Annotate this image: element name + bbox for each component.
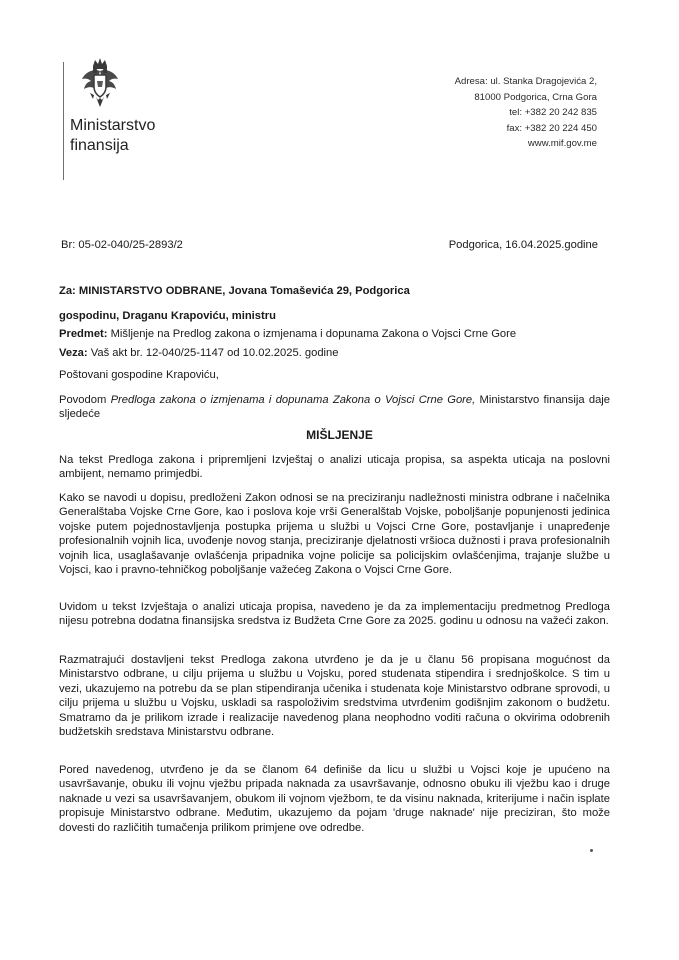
salutation: Poštovani gospodine Krapoviću, bbox=[59, 369, 219, 381]
document-number: Br: 05-02-040/25-2893/2 bbox=[61, 239, 183, 251]
ministry-name-line2: finansija bbox=[70, 137, 129, 154]
header-divider-line bbox=[63, 62, 64, 180]
address-street: Adresa: ul. Stanka Dragojevića 2, bbox=[454, 76, 597, 87]
address-phone: tel: +382 20 242 835 bbox=[509, 107, 597, 119]
reference-line bbox=[59, 346, 338, 361]
ministry-name-line1: Ministarstvo bbox=[70, 117, 156, 134]
address-block bbox=[455, 74, 597, 152]
intro-post: Ministarstvo finansija daje sljedeće bbox=[59, 394, 610, 421]
page-mark bbox=[590, 849, 593, 852]
subject-label: Predmet: bbox=[59, 328, 108, 340]
ministry-name bbox=[70, 116, 155, 156]
recipient-line: Za: MINISTARSTVO ODBRANE, Jovana Tomaševića 29, Podgorica bbox=[59, 285, 410, 297]
subject-text: Mišljenje na Predlog zakona o izmjenama i dopunama Zakona o Vojsci Crne Gore bbox=[107, 328, 517, 340]
address-city: 81000 Podgorica, Crna Gora bbox=[474, 91, 597, 103]
intro-paragraph bbox=[59, 393, 610, 422]
reference-label: Veza: bbox=[59, 347, 88, 359]
recipient-person-line: gospodinu, Draganu Krapoviću, ministru bbox=[59, 310, 276, 322]
opinion-heading: MIŠLJENJE bbox=[306, 428, 373, 442]
place-date: Podgorica, 16.04.2025.godine bbox=[448, 239, 598, 251]
body-paragraph: Uvidom u tekst Izvještaja o analizi uticaja propisa, navedeno je da za implementaciju predmetnog Predloga nijesu potrebna dodatna finansijska sredstva iz Budžeta Crne Gore za 2025. godinu u odnosu na važeći zakon. bbox=[59, 601, 610, 628]
coat-of-arms-icon bbox=[80, 57, 120, 111]
body-paragraph: Na tekst Predloga zakona i pripremljeni Izvještaj o analizi uticaja propisa, sa aspekta uticaja na poslovni ambijent, nemamo primjedbi. bbox=[59, 454, 610, 481]
intro-law-title: Predloga zakona o izmjenama i dopunama Zakona o Vojsci Crne Gore, bbox=[110, 394, 476, 406]
body-paragraph: Kako se navodi u dopisu, predloženi Zakon odnosi se na preciziranju nadležnosti ministra odbrane i načelnika Generalštaba Vojske Crne Gore, kao i poslova koje vrši Generalštab Vojske, poboljšanje popunjenosti jedinica vojske putem pojednostavljenja postupka prijema u službi u Vojsci Crne Gore, postavljanje i unapređenje profesionalnih vojnih lica, uvođenje novog stanja, preciziranje djelatnosti vršioca dužnosti i prava profesionalnih vojnih lica, usaglašavanje ovlašćenja pripadnika vojne policije sa policijskim ovlašćenjima, trajanje službe u Vojsci, kao i pravno-tehničkog poboljšanje važećeg Zakona o Vojsci Crne Gore. bbox=[59, 492, 610, 577]
subject-line bbox=[59, 327, 516, 342]
body-paragraph: Razmatrajući dostavljeni tekst Predloga zakona utvrđeno je da je u članu 56 propisana mogućnost da Ministarstvo odbrane, u cilju prijema u službu u Vojsku, pored studenata stipendira i srednjoškolce. S tim u vezi, ukazujemo na potrebu da se plan stipendiranja učenika i studenata koje Ministarstvo odbrane sprovodi, u cilju prijema u službu u Vojsku, uskladi sa raspoloživim sredstvima utvrđenim godišnjim zakonom o budžetu. Smatramo da je prilikom izrade i realizacije navedenog plana neophodno voditi računa o okvirima odobrenih budžetskih sredstava Ministarstvu odbrane. bbox=[59, 654, 610, 739]
address-website: www.mif.gov.me bbox=[527, 138, 597, 150]
reference-text: Vaš akt br. 12-040/25-1147 od 10.02.2025. godine bbox=[87, 347, 339, 359]
address-fax: fax: +382 20 224 450 bbox=[506, 122, 597, 134]
body-paragraph: Pored navedenog, utvrđeno je da se članom 64 definiše da licu u službi u Vojsci koje je upućeno na usavršavanje, obuku ili vojnu vježbu pripada naknada za usavršavanje, odnosno obuku ili vježbu kao i druge naknade u vezi sa usavršavanjem, obukom ili vojnom vježbom, te da visinu naknada, kriterijume i način isplate propisuje Ministarstvo odbrane. Međutim, ukazujemo da pojam 'druge naknade' nije preciziran, što može dovesti do različitih tumačenja prilikom primjene ove odredbe. bbox=[59, 764, 610, 834]
intro-pre: Povodom bbox=[59, 394, 111, 406]
